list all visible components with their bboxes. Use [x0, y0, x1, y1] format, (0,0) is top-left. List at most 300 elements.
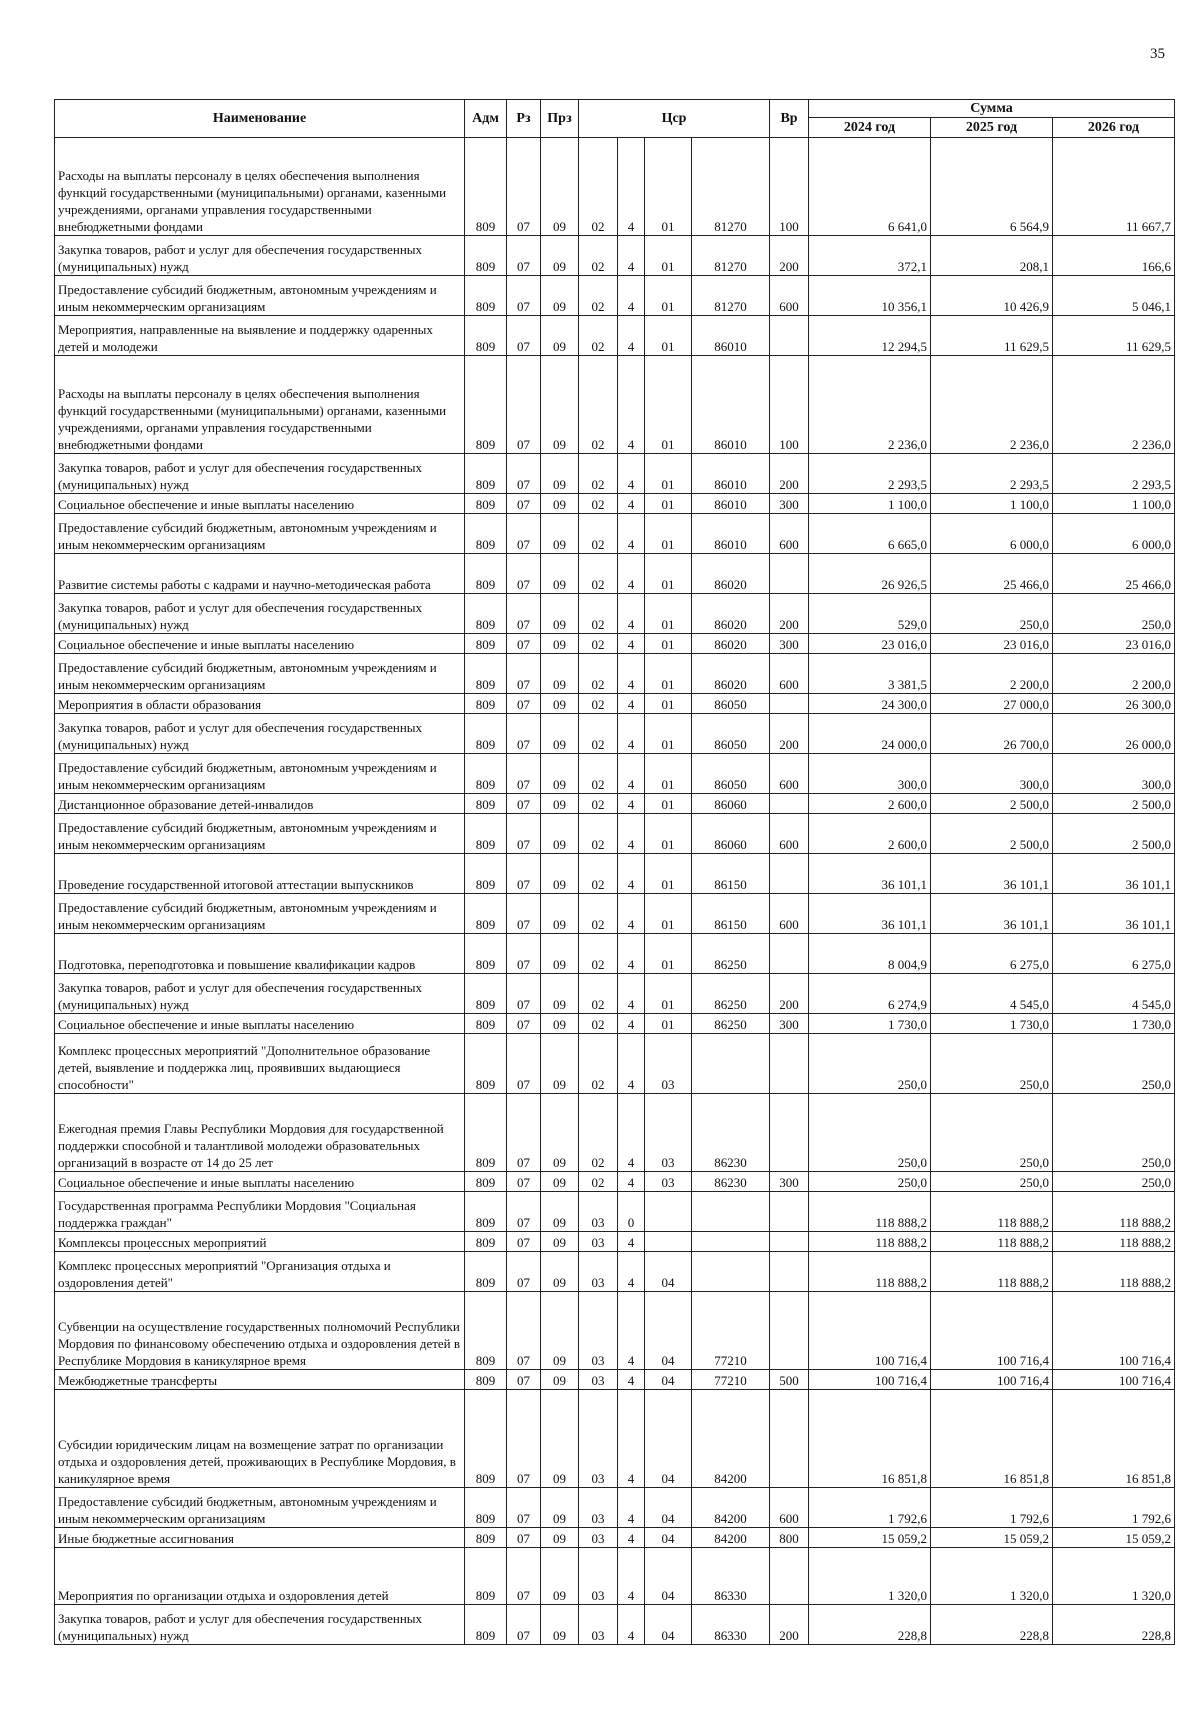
table-row — [55, 236, 1175, 276]
row-rz: 07 — [507, 554, 541, 594]
row-sum-2024: 250,0 — [809, 1034, 931, 1094]
row-rz: 07 — [507, 694, 541, 714]
row-rz: 07 — [507, 1192, 541, 1232]
row-tser-program: 02 — [579, 1094, 618, 1172]
row-rz: 07 — [507, 654, 541, 694]
header-year-2024: 2024 год — [809, 118, 931, 138]
row-tser-type: 4 — [618, 514, 645, 554]
row-adm: 809 — [465, 514, 507, 554]
table-row — [55, 854, 1175, 894]
row-name: Дистанционное образование детей-инвалидов — [55, 794, 465, 814]
row-vr: 200 — [770, 236, 809, 276]
row-name: Закупка товаров, работ и услуг для обеспечения государственных (муниципальных) нужд — [55, 1605, 465, 1645]
table-row — [55, 494, 1175, 514]
row-tser-complex: 01 — [645, 854, 692, 894]
row-prz: 09 — [541, 236, 579, 276]
row-vr — [770, 554, 809, 594]
table-row — [55, 1548, 1175, 1605]
budget-table-body — [55, 138, 1175, 1645]
row-prz: 09 — [541, 138, 579, 236]
row-adm: 809 — [465, 1232, 507, 1252]
table-row — [55, 714, 1175, 754]
row-name: Субвенции на осуществление государственных полномочий Республики Мордовия по финансовому обеспечению отдыха и оздоровления детей в Республике Мордовия в каникулярное время — [55, 1292, 465, 1370]
row-sum-2026: 36 101,1 — [1053, 854, 1175, 894]
row-adm: 809 — [465, 554, 507, 594]
row-tser-program: 02 — [579, 494, 618, 514]
row-sum-2025: 15 059,2 — [931, 1528, 1053, 1548]
row-tser-direction: 81270 — [692, 276, 770, 316]
row-tser-complex: 04 — [645, 1528, 692, 1548]
row-tser-type: 4 — [618, 814, 645, 854]
row-adm: 809 — [465, 794, 507, 814]
row-name: Мероприятия в области образования — [55, 694, 465, 714]
table-row — [55, 514, 1175, 554]
row-prz: 09 — [541, 1390, 579, 1488]
row-tser-type: 4 — [618, 754, 645, 794]
row-tser-type: 4 — [618, 1605, 645, 1645]
row-tser-program: 02 — [579, 1034, 618, 1094]
row-rz: 07 — [507, 714, 541, 754]
row-tser-complex: 03 — [645, 1172, 692, 1192]
row-adm: 809 — [465, 316, 507, 356]
row-adm: 809 — [465, 694, 507, 714]
row-tser-type: 4 — [618, 1034, 645, 1094]
row-sum-2025: 300,0 — [931, 754, 1053, 794]
row-tser-complex: 01 — [645, 894, 692, 934]
table-row — [55, 454, 1175, 494]
table-row — [55, 634, 1175, 654]
header-rz: Рз — [507, 100, 541, 138]
row-vr — [770, 1252, 809, 1292]
row-prz: 09 — [541, 894, 579, 934]
row-sum-2025: 2 500,0 — [931, 794, 1053, 814]
row-adm: 809 — [465, 1034, 507, 1094]
row-tser-program: 03 — [579, 1488, 618, 1528]
row-rz: 07 — [507, 1014, 541, 1034]
row-sum-2024: 250,0 — [809, 1094, 931, 1172]
row-sum-2026: 100 716,4 — [1053, 1292, 1175, 1370]
row-prz: 09 — [541, 316, 579, 356]
row-sum-2025: 228,8 — [931, 1605, 1053, 1645]
row-prz: 09 — [541, 454, 579, 494]
table-row — [55, 974, 1175, 1014]
row-sum-2025: 118 888,2 — [931, 1232, 1053, 1252]
row-adm: 809 — [465, 934, 507, 974]
row-tser-program: 03 — [579, 1390, 618, 1488]
row-adm: 809 — [465, 1390, 507, 1488]
row-sum-2026: 250,0 — [1053, 1034, 1175, 1094]
table-row — [55, 654, 1175, 694]
row-tser-program: 03 — [579, 1605, 618, 1645]
table-row — [55, 1292, 1175, 1370]
row-sum-2024: 372,1 — [809, 236, 931, 276]
row-tser-type: 4 — [618, 554, 645, 594]
row-tser-type: 4 — [618, 1232, 645, 1252]
row-sum-2024: 16 851,8 — [809, 1390, 931, 1488]
row-tser-program: 02 — [579, 794, 618, 814]
row-tser-direction: 86060 — [692, 794, 770, 814]
row-sum-2026: 1 320,0 — [1053, 1548, 1175, 1605]
row-tser-type: 4 — [618, 316, 645, 356]
table-row — [55, 1094, 1175, 1172]
row-tser-type: 4 — [618, 1094, 645, 1172]
row-vr: 300 — [770, 1014, 809, 1034]
row-adm: 809 — [465, 1370, 507, 1390]
row-prz: 09 — [541, 276, 579, 316]
row-sum-2026: 11 629,5 — [1053, 316, 1175, 356]
row-sum-2025: 16 851,8 — [931, 1390, 1053, 1488]
table-row — [55, 754, 1175, 794]
row-sum-2026: 118 888,2 — [1053, 1232, 1175, 1252]
row-sum-2025: 2 500,0 — [931, 814, 1053, 854]
row-adm: 809 — [465, 1192, 507, 1232]
row-name: Социальное обеспечение и иные выплаты населению — [55, 634, 465, 654]
row-prz: 09 — [541, 754, 579, 794]
row-sum-2024: 3 381,5 — [809, 654, 931, 694]
row-rz: 07 — [507, 316, 541, 356]
row-name: Закупка товаров, работ и услуг для обеспечения государственных (муниципальных) нужд — [55, 594, 465, 634]
row-tser-type: 4 — [618, 236, 645, 276]
row-vr: 200 — [770, 594, 809, 634]
table-row — [55, 594, 1175, 634]
row-rz: 07 — [507, 1488, 541, 1528]
row-adm: 809 — [465, 138, 507, 236]
row-sum-2024: 300,0 — [809, 754, 931, 794]
row-tser-complex: 01 — [645, 594, 692, 634]
row-sum-2026: 2 200,0 — [1053, 654, 1175, 694]
row-tser-complex: 01 — [645, 714, 692, 754]
row-rz: 07 — [507, 634, 541, 654]
row-name: Предоставление субсидий бюджетным, автономным учреждениям и иным некоммерческим организациям — [55, 814, 465, 854]
row-name: Закупка товаров, работ и услуг для обеспечения государственных (муниципальных) нужд — [55, 454, 465, 494]
row-vr — [770, 1192, 809, 1232]
row-sum-2025: 250,0 — [931, 1094, 1053, 1172]
row-sum-2026: 250,0 — [1053, 1094, 1175, 1172]
row-sum-2025: 1 320,0 — [931, 1548, 1053, 1605]
row-sum-2024: 2 293,5 — [809, 454, 931, 494]
row-name: Закупка товаров, работ и услуг для обеспечения государственных (муниципальных) нужд — [55, 236, 465, 276]
row-tser-program: 02 — [579, 974, 618, 1014]
row-tser-complex: 04 — [645, 1292, 692, 1370]
row-prz: 09 — [541, 654, 579, 694]
row-name: Предоставление субсидий бюджетным, автономным учреждениям и иным некоммерческим организациям — [55, 1488, 465, 1528]
row-tser-type: 4 — [618, 276, 645, 316]
row-rz: 07 — [507, 974, 541, 1014]
row-sum-2024: 8 004,9 — [809, 934, 931, 974]
row-vr: 100 — [770, 356, 809, 454]
row-sum-2026: 26 000,0 — [1053, 714, 1175, 754]
row-sum-2025: 25 466,0 — [931, 554, 1053, 594]
row-name: Предоставление субсидий бюджетным, автономным учреждениям и иным некоммерческим организациям — [55, 276, 465, 316]
row-tser-direction: 86330 — [692, 1548, 770, 1605]
row-sum-2025: 6 000,0 — [931, 514, 1053, 554]
row-sum-2024: 118 888,2 — [809, 1252, 931, 1292]
row-tser-program: 02 — [579, 854, 618, 894]
row-sum-2024: 118 888,2 — [809, 1192, 931, 1232]
header-summa: Сумма — [809, 100, 1175, 118]
row-sum-2024: 6 274,9 — [809, 974, 931, 1014]
row-tser-program: 03 — [579, 1292, 618, 1370]
row-sum-2025: 118 888,2 — [931, 1192, 1053, 1232]
row-rz: 07 — [507, 236, 541, 276]
row-tser-complex: 01 — [645, 494, 692, 514]
row-tser-direction: 86230 — [692, 1172, 770, 1192]
row-tser-complex: 04 — [645, 1605, 692, 1645]
row-tser-type: 4 — [618, 854, 645, 894]
row-rz: 07 — [507, 794, 541, 814]
row-name: Ежегодная премия Главы Республики Мордовия для государственной поддержки способной и талантливой молодежи образовательных организаций в возрасте от 14 до 25 лет — [55, 1094, 465, 1172]
row-tser-direction: 86010 — [692, 454, 770, 494]
row-tser-program: 02 — [579, 754, 618, 794]
row-vr — [770, 1232, 809, 1252]
row-sum-2026: 2 500,0 — [1053, 794, 1175, 814]
row-adm: 809 — [465, 276, 507, 316]
row-sum-2026: 2 236,0 — [1053, 356, 1175, 454]
row-name: Проведение государственной итоговой аттестации выпускников — [55, 854, 465, 894]
row-tser-complex: 01 — [645, 934, 692, 974]
row-vr: 300 — [770, 494, 809, 514]
row-adm: 809 — [465, 1252, 507, 1292]
header-name: Наименование — [55, 100, 465, 138]
row-sum-2024: 1 792,6 — [809, 1488, 931, 1528]
row-rz: 07 — [507, 594, 541, 634]
row-tser-direction — [692, 1034, 770, 1094]
row-tser-direction: 86250 — [692, 974, 770, 1014]
row-tser-type: 4 — [618, 1488, 645, 1528]
row-vr: 200 — [770, 974, 809, 1014]
table-row — [55, 276, 1175, 316]
row-adm: 809 — [465, 634, 507, 654]
row-sum-2025: 6 275,0 — [931, 934, 1053, 974]
row-tser-program: 02 — [579, 654, 618, 694]
row-adm: 809 — [465, 1548, 507, 1605]
row-sum-2025: 2 293,5 — [931, 454, 1053, 494]
row-tser-complex: 01 — [645, 316, 692, 356]
row-adm: 809 — [465, 814, 507, 854]
row-tser-direction: 86230 — [692, 1094, 770, 1172]
row-tser-direction: 86020 — [692, 654, 770, 694]
header-prz: Прз — [541, 100, 579, 138]
row-vr — [770, 1548, 809, 1605]
row-name: Предоставление субсидий бюджетным, автономным учреждениям и иным некоммерческим организациям — [55, 894, 465, 934]
table-row — [55, 1014, 1175, 1034]
row-adm: 809 — [465, 854, 507, 894]
row-sum-2024: 36 101,1 — [809, 854, 931, 894]
row-adm: 809 — [465, 1014, 507, 1034]
row-sum-2024: 12 294,5 — [809, 316, 931, 356]
row-tser-direction: 86020 — [692, 634, 770, 654]
row-tser-direction: 86020 — [692, 554, 770, 594]
row-name: Закупка товаров, работ и услуг для обеспечения государственных (муниципальных) нужд — [55, 974, 465, 1014]
row-tser-program: 02 — [579, 934, 618, 974]
row-tser-type: 4 — [618, 794, 645, 814]
row-prz: 09 — [541, 634, 579, 654]
row-tser-type: 4 — [618, 594, 645, 634]
row-tser-complex: 01 — [645, 694, 692, 714]
row-sum-2025: 100 716,4 — [931, 1370, 1053, 1390]
row-tser-program: 03 — [579, 1528, 618, 1548]
row-sum-2025: 6 564,9 — [931, 138, 1053, 236]
row-vr: 200 — [770, 1605, 809, 1645]
row-sum-2025: 250,0 — [931, 1034, 1053, 1094]
row-tser-program: 02 — [579, 814, 618, 854]
row-vr — [770, 1292, 809, 1370]
row-prz: 09 — [541, 794, 579, 814]
row-vr: 300 — [770, 634, 809, 654]
row-tser-complex: 03 — [645, 1094, 692, 1172]
row-name: Расходы на выплаты персоналу в целях обеспечения выполнения функций государственными (муниципальными) органами, казенными учреждениями, органами управления государственными внебюджетными фондами — [55, 356, 465, 454]
row-tser-type: 0 — [618, 1192, 645, 1232]
row-tser-complex: 01 — [645, 514, 692, 554]
row-adm: 809 — [465, 714, 507, 754]
row-tser-program: 02 — [579, 894, 618, 934]
row-sum-2026: 2 500,0 — [1053, 814, 1175, 854]
row-sum-2025: 2 236,0 — [931, 356, 1053, 454]
row-sum-2026: 11 667,7 — [1053, 138, 1175, 236]
row-tser-complex: 01 — [645, 356, 692, 454]
row-sum-2026: 250,0 — [1053, 1172, 1175, 1192]
row-tser-program: 02 — [579, 514, 618, 554]
row-prz: 09 — [541, 854, 579, 894]
row-tser-complex: 01 — [645, 454, 692, 494]
row-adm: 809 — [465, 974, 507, 1014]
row-tser-direction: 86330 — [692, 1605, 770, 1645]
row-tser-complex: 01 — [645, 814, 692, 854]
row-tser-program: 02 — [579, 316, 618, 356]
table-row — [55, 554, 1175, 594]
row-name: Социальное обеспечение и иные выплаты населению — [55, 1014, 465, 1034]
row-tser-direction: 77210 — [692, 1370, 770, 1390]
row-sum-2024: 6 641,0 — [809, 138, 931, 236]
row-tser-type: 4 — [618, 356, 645, 454]
table-row — [55, 1528, 1175, 1548]
table-row — [55, 814, 1175, 854]
row-sum-2024: 2 600,0 — [809, 794, 931, 814]
row-tser-type: 4 — [618, 934, 645, 974]
row-vr: 300 — [770, 1172, 809, 1192]
row-tser-complex: 01 — [645, 974, 692, 1014]
row-sum-2024: 6 665,0 — [809, 514, 931, 554]
row-prz: 09 — [541, 934, 579, 974]
table-row — [55, 1172, 1175, 1192]
row-sum-2024: 36 101,1 — [809, 894, 931, 934]
row-tser-program: 02 — [579, 454, 618, 494]
row-rz: 07 — [507, 1528, 541, 1548]
row-sum-2024: 2 236,0 — [809, 356, 931, 454]
row-sum-2024: 23 016,0 — [809, 634, 931, 654]
row-tser-program: 02 — [579, 714, 618, 754]
row-name: Расходы на выплаты персоналу в целях обеспечения выполнения функций государственными (муниципальными) органами, казенными учреждениями, органами управления государственными внебюджетными фондами — [55, 138, 465, 236]
row-rz: 07 — [507, 1548, 541, 1605]
row-tser-program: 02 — [579, 634, 618, 654]
row-sum-2024: 24 300,0 — [809, 694, 931, 714]
table-row — [55, 1390, 1175, 1488]
row-prz: 09 — [541, 494, 579, 514]
row-rz: 07 — [507, 494, 541, 514]
row-tser-direction: 84200 — [692, 1488, 770, 1528]
row-name: Комплекс процессных мероприятий "Организация отдыха и оздоровления детей" — [55, 1252, 465, 1292]
page-number: 35 — [1150, 46, 1165, 62]
row-rz: 07 — [507, 1390, 541, 1488]
row-adm: 809 — [465, 494, 507, 514]
row-tser-complex: 01 — [645, 276, 692, 316]
row-sum-2025: 4 545,0 — [931, 974, 1053, 1014]
row-rz: 07 — [507, 814, 541, 854]
row-tser-type: 4 — [618, 1370, 645, 1390]
row-name: Государственная программа Республики Мордовия "Социальная поддержка граждан" — [55, 1192, 465, 1232]
row-sum-2026: 228,8 — [1053, 1605, 1175, 1645]
row-adm: 809 — [465, 454, 507, 494]
row-rz: 07 — [507, 1605, 541, 1645]
table-row — [55, 1605, 1175, 1645]
row-tser-complex: 04 — [645, 1548, 692, 1605]
row-sum-2024: 2 600,0 — [809, 814, 931, 854]
row-tser-direction: 86010 — [692, 494, 770, 514]
row-prz: 09 — [541, 1605, 579, 1645]
row-vr: 600 — [770, 814, 809, 854]
row-prz: 09 — [541, 1232, 579, 1252]
row-name: Социальное обеспечение и иные выплаты населению — [55, 1172, 465, 1192]
row-tser-type: 4 — [618, 138, 645, 236]
row-tser-program: 02 — [579, 276, 618, 316]
row-tser-complex: 04 — [645, 1488, 692, 1528]
row-tser-type: 4 — [618, 1292, 645, 1370]
row-adm: 809 — [465, 1528, 507, 1548]
row-tser-program: 03 — [579, 1192, 618, 1232]
row-name: Субсидии юридическим лицам на возмещение затрат по организации отдыха и оздоровления детей, проживающих в Республике Мордовия, в каникулярное время — [55, 1390, 465, 1488]
row-tser-complex: 01 — [645, 654, 692, 694]
row-sum-2026: 1 100,0 — [1053, 494, 1175, 514]
row-name: Комплекс процессных мероприятий "Дополнительное образование детей, выявление и поддержка лиц, проявивших выдающиеся способности" — [55, 1034, 465, 1094]
row-tser-direction: 86020 — [692, 594, 770, 634]
row-rz: 07 — [507, 854, 541, 894]
row-tser-direction: 86010 — [692, 316, 770, 356]
row-tser-direction — [692, 1232, 770, 1252]
row-tser-direction: 86010 — [692, 356, 770, 454]
row-name: Мероприятия по организации отдыха и оздоровления детей — [55, 1548, 465, 1605]
row-tser-direction: 86060 — [692, 814, 770, 854]
row-name: Мероприятия, направленные на выявление и поддержку одаренных детей и молодежи — [55, 316, 465, 356]
row-tser-complex: 01 — [645, 1014, 692, 1034]
row-rz: 07 — [507, 894, 541, 934]
row-sum-2026: 6 000,0 — [1053, 514, 1175, 554]
row-prz: 09 — [541, 714, 579, 754]
row-prz: 09 — [541, 1370, 579, 1390]
row-sum-2025: 11 629,5 — [931, 316, 1053, 356]
row-tser-type: 4 — [618, 1014, 645, 1034]
row-sum-2026: 1 730,0 — [1053, 1014, 1175, 1034]
row-tser-complex: 01 — [645, 634, 692, 654]
row-tser-direction: 86050 — [692, 714, 770, 754]
row-rz: 07 — [507, 138, 541, 236]
row-prz: 09 — [541, 554, 579, 594]
table-row — [55, 1252, 1175, 1292]
row-tser-complex — [645, 1232, 692, 1252]
row-adm: 809 — [465, 356, 507, 454]
row-vr: 600 — [770, 1488, 809, 1528]
row-tser-type: 4 — [618, 714, 645, 754]
row-prz: 09 — [541, 1034, 579, 1094]
row-sum-2025: 1 100,0 — [931, 494, 1053, 514]
row-tser-program: 02 — [579, 236, 618, 276]
row-sum-2025: 250,0 — [931, 1172, 1053, 1192]
table-row — [55, 356, 1175, 454]
row-tser-program: 03 — [579, 1252, 618, 1292]
table-row — [55, 934, 1175, 974]
row-adm: 809 — [465, 1172, 507, 1192]
table-row — [55, 794, 1175, 814]
row-rz: 07 — [507, 454, 541, 494]
